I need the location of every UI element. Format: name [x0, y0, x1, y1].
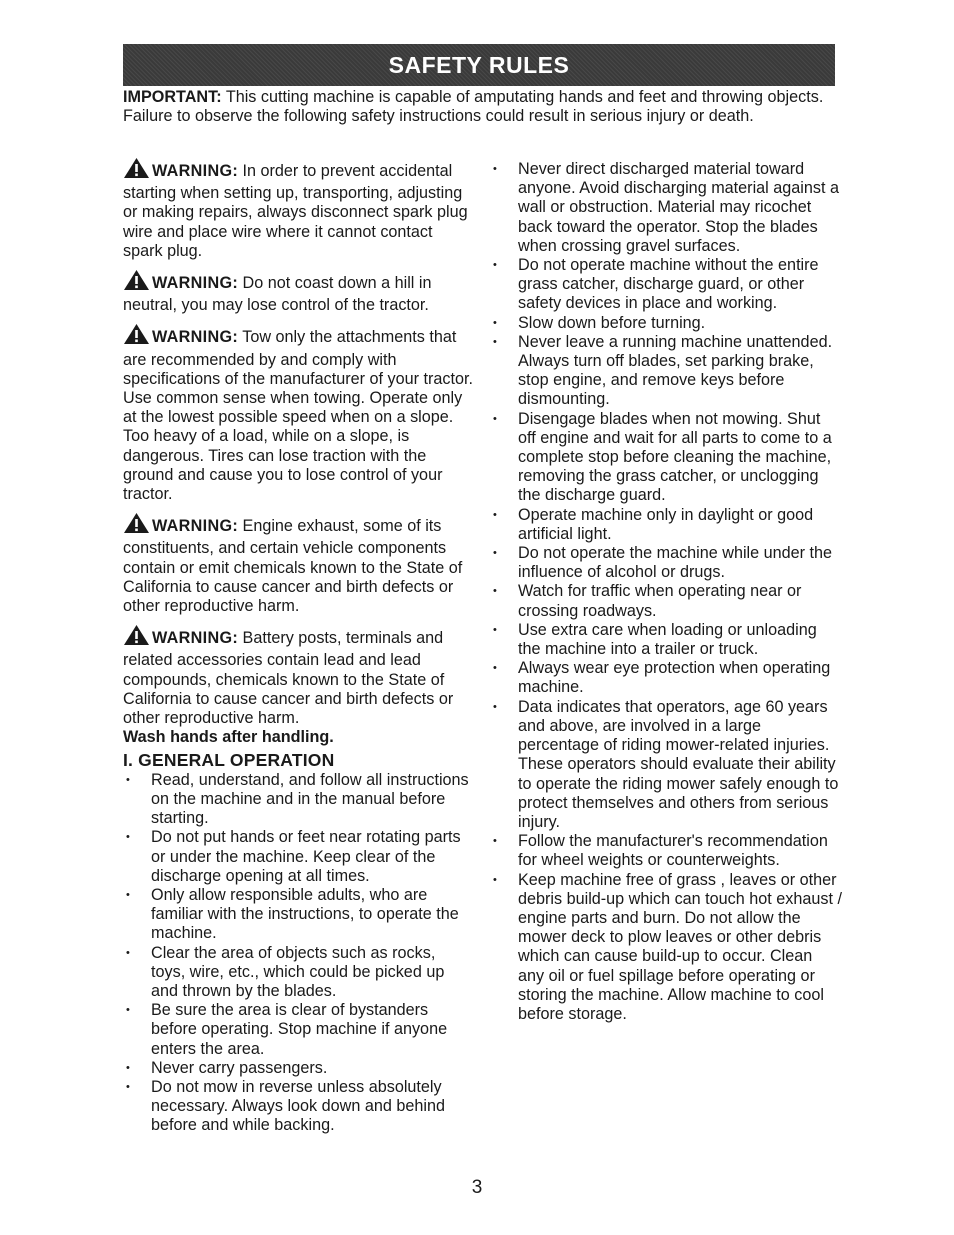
page-title: SAFETY RULES	[388, 51, 570, 78]
list-item: • Never leave a running machine unattended. Always turn off blades, set parking brake, stop engine, and remove keys before dismounting.	[490, 333, 842, 410]
list-item: • Always wear eye protection when operating machine.	[490, 659, 842, 697]
warning-text: Tow only the attachments that are recommended by and comply with specifications of the manufacturer of your tractor. Use common sense when towing. Operate only at the lowest possible speed when on a slope. Too heavy of a load, while on a slope, is dangerous. Tires can lose traction with the ground and cause you to lose control of your tractor.	[123, 328, 473, 504]
list-item: • Keep machine free of grass , leaves or other debris build-up which can touch hot exhaust / engine parts and burn. Do not allow the mower deck to plow leaves or other debris which can cause build-up to occur. Clean any oil or fuel spillage before operating or storing the machine. Allow machine to cool before storage.	[490, 871, 842, 1025]
list-item: • Do not operate machine without the entire grass catcher, discharge guard, or other safety devices in place and working.	[490, 256, 842, 314]
important-label: IMPORTANT:	[123, 88, 222, 106]
general-operation-list-right	[490, 160, 842, 1024]
warning-triangle-icon	[123, 323, 150, 350]
list-item: • Do not operate the machine while under the influence of alcohol or drugs.	[490, 544, 842, 582]
list-item: • Clear the area of objects such as rocks, toys, wire, etc., which could be picked up and thrown by the blades.	[123, 944, 473, 1002]
warning-paragraph	[123, 269, 473, 315]
warning-paragraph	[123, 624, 473, 728]
list-item: • Disengage blades when not mowing. Shut off engine and wait for all parts to come to a complete stop before cleaning the machine, removing the grass catcher, or unclogging the discharge guard.	[490, 410, 842, 506]
general-operation-list-left	[123, 771, 473, 1136]
warning-text: Engine exhaust, some of its constituents, and certain vehicle components contain or emit chemicals known to the State of California to cause cancer and birth defects or other reproductive harm.	[123, 517, 463, 616]
warning-label: WARNING:	[152, 517, 239, 536]
warning-text: Battery posts, terminals and related accessories contain lead and lead compounds, chemicals known to the State of California to cause cancer and birth defects or other reproductive harm.	[123, 629, 454, 728]
warning-triangle-icon	[123, 512, 150, 539]
section-heading: I. GENERAL OPERATION	[123, 750, 335, 771]
list-item: • Operate machine only in daylight or good artificial light.	[490, 506, 842, 544]
list-item: • Only allow responsible adults, who are familiar with the instructions, to operate the machine.	[123, 886, 473, 944]
important-notice	[123, 88, 835, 126]
warning-triangle-icon	[123, 624, 150, 651]
list-item: • Read, understand, and follow all instructions on the machine and in the manual before starting.	[123, 771, 473, 829]
warning-paragraph	[123, 512, 473, 616]
list-item: • Be sure the area is clear of bystanders before operating. Stop machine if anyone enters the area.	[123, 1001, 473, 1059]
list-item: • Never carry passengers.	[123, 1059, 473, 1078]
wash-hands-note: Wash hands after handling.	[123, 728, 334, 747]
warning-text: In order to prevent accidental starting when setting up, transporting, adjusting or making repairs, always disconnect spark plug wire and place wire where it cannot contact spark plug.	[123, 162, 468, 260]
left-column	[123, 157, 473, 1136]
list-item: • Never direct discharged material toward anyone. Avoid discharging material against a wall or obstruction. Material may ricochet back toward the operator. Stop the blades when crossing gravel surfaces.	[490, 160, 842, 256]
list-item: • Data indicates that operators, age 60 years and above, are involved in a large percentage of riding mower-related injuries. These operators should evaluate their ability to operate the riding mower safely enough to protect themselves and others from serious injury.	[490, 698, 842, 832]
list-item: • Do not put hands or feet near rotating parts or under the machine. Keep clear of the discharge opening at all times.	[123, 828, 473, 886]
warning-label: WARNING:	[152, 629, 239, 648]
warning-label: WARNING:	[152, 274, 239, 293]
warning-triangle-icon	[123, 157, 150, 184]
warning-label: WARNING:	[152, 328, 239, 347]
warning-paragraph	[123, 323, 473, 504]
page-number: 3	[471, 1177, 483, 1198]
list-item: • Follow the manufacturer's recommendation for wheel weights or counterweights.	[490, 832, 842, 870]
list-item: • Use extra care when loading or unloading the machine into a trailer or truck.	[490, 621, 842, 659]
warning-text: Do not coast down a hill in neutral, you may lose control of the tractor.	[123, 274, 432, 315]
warning-triangle-icon	[123, 269, 150, 296]
safety-rules-banner	[123, 44, 835, 86]
warning-paragraph	[123, 157, 473, 261]
list-item: • Do not mow in reverse unless absolutely necessary. Always look down and behind before and while backing.	[123, 1078, 473, 1136]
right-column	[490, 160, 842, 1024]
list-item: • Watch for traffic when operating near or crossing roadways.	[490, 582, 842, 620]
list-item: • Slow down before turning.	[490, 314, 842, 333]
warning-label: WARNING:	[152, 162, 239, 180]
important-text: This cutting machine is capable of amputating hands and feet and throwing objects. Failure to observe the following safety instructions could result in serious injury or death.	[123, 88, 824, 126]
